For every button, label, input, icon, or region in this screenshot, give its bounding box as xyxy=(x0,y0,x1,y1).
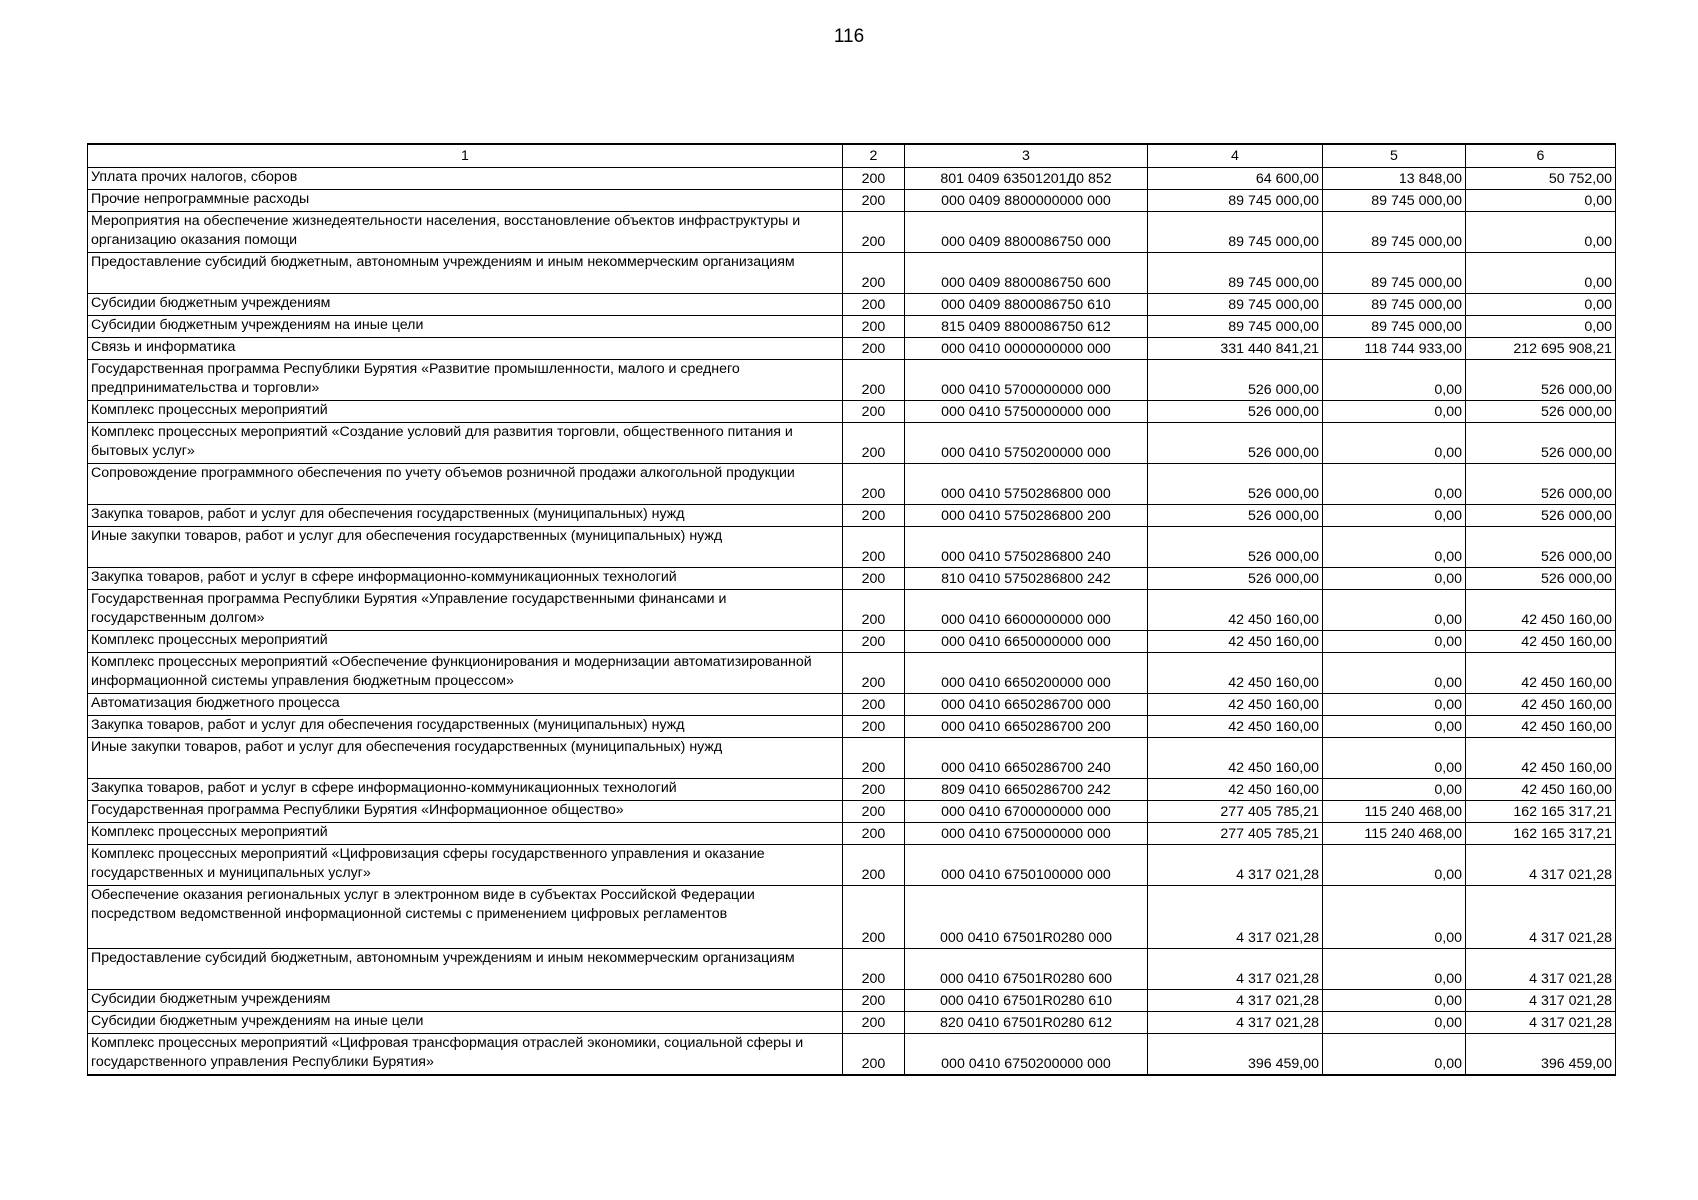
item-value-4: 89 745 000,00 xyxy=(1148,190,1323,212)
item-value-5: 0,00 xyxy=(1323,653,1466,694)
table-row xyxy=(88,505,1616,527)
item-value-4: 526 000,00 xyxy=(1148,401,1323,423)
item-value-5: 0,00 xyxy=(1323,568,1466,590)
item-code: 000 0410 5750286800 240 xyxy=(905,527,1148,568)
item-code: 000 0409 8800086750 000 xyxy=(905,212,1148,253)
item-col2: 200 xyxy=(843,886,905,949)
item-value-6: 4 317 021,28 xyxy=(1466,990,1616,1012)
item-value-4: 4 317 021,28 xyxy=(1148,990,1323,1012)
item-value-5: 0,00 xyxy=(1323,716,1466,738)
item-col2: 200 xyxy=(843,190,905,212)
item-col2: 200 xyxy=(843,360,905,401)
item-value-5: 0,00 xyxy=(1323,464,1466,505)
item-col2: 200 xyxy=(843,845,905,886)
item-value-5: 115 240 468,00 xyxy=(1323,801,1466,823)
item-col2: 200 xyxy=(843,653,905,694)
item-code: 000 0410 5750286800 000 xyxy=(905,464,1148,505)
table-row xyxy=(88,316,1616,338)
table-row xyxy=(88,886,1616,949)
item-name: Субсидии бюджетным учреждениям на иные цели xyxy=(88,1012,843,1034)
item-value-6: 4 317 021,28 xyxy=(1466,886,1616,949)
item-value-6: 4 317 021,28 xyxy=(1466,1012,1616,1034)
table-row xyxy=(88,716,1616,738)
header-col-5: 5 xyxy=(1323,144,1466,168)
item-value-5: 0,00 xyxy=(1323,694,1466,716)
page-number: 116 xyxy=(833,26,865,47)
item-code: 809 0410 6650286700 242 xyxy=(905,779,1148,801)
item-name: Комплекс процессных мероприятий «Обеспечение функционирования и модернизации автоматизированной информационной системы управления бюджетным процессом» xyxy=(88,653,843,694)
item-name: Комплекс процессных мероприятий «Цифровая трансформация отраслей экономики, социальной сферы и государственного управления Республики Бурятия» xyxy=(88,1034,843,1076)
item-value-5: 0,00 xyxy=(1323,1012,1466,1034)
item-value-4: 4 317 021,28 xyxy=(1148,845,1323,886)
item-col2: 200 xyxy=(843,990,905,1012)
item-value-4: 277 405 785,21 xyxy=(1148,801,1323,823)
item-col2: 200 xyxy=(843,294,905,316)
item-value-5: 0,00 xyxy=(1323,1034,1466,1076)
item-col2: 200 xyxy=(843,464,905,505)
item-value-6: 526 000,00 xyxy=(1466,401,1616,423)
item-col2: 200 xyxy=(843,212,905,253)
item-value-5: 89 745 000,00 xyxy=(1323,212,1466,253)
item-value-6: 162 165 317,21 xyxy=(1466,823,1616,845)
item-value-5: 0,00 xyxy=(1323,401,1466,423)
item-value-5: 0,00 xyxy=(1323,631,1466,653)
item-col2: 200 xyxy=(843,738,905,779)
item-value-6: 526 000,00 xyxy=(1466,423,1616,464)
item-value-5: 89 745 000,00 xyxy=(1323,294,1466,316)
item-value-4: 42 450 160,00 xyxy=(1148,653,1323,694)
table-row xyxy=(88,401,1616,423)
item-value-5: 0,00 xyxy=(1323,886,1466,949)
item-value-5: 0,00 xyxy=(1323,527,1466,568)
item-name: Комплекс процессных мероприятий xyxy=(88,401,843,423)
item-value-5: 0,00 xyxy=(1323,779,1466,801)
item-value-5: 0,00 xyxy=(1323,505,1466,527)
item-value-5: 0,00 xyxy=(1323,423,1466,464)
item-code: 000 0410 6750100000 000 xyxy=(905,845,1148,886)
table-row xyxy=(88,590,1616,631)
item-name: Иные закупки товаров, работ и услуг для обеспечения государственных (муниципальных) нужд xyxy=(88,738,843,779)
table-row xyxy=(88,1012,1616,1034)
item-name: Комплекс процессных мероприятий xyxy=(88,823,843,845)
header-col-4: 4 xyxy=(1148,144,1323,168)
table-row xyxy=(88,823,1616,845)
item-col2: 200 xyxy=(843,823,905,845)
item-name: Предоставление субсидий бюджетным, автономным учреждениям и иным некоммерческим организациям xyxy=(88,949,843,990)
item-code: 000 0410 6650200000 000 xyxy=(905,653,1148,694)
item-value-4: 42 450 160,00 xyxy=(1148,779,1323,801)
item-code: 000 0410 0000000000 000 xyxy=(905,338,1148,360)
item-value-4: 526 000,00 xyxy=(1148,423,1323,464)
item-value-4: 89 745 000,00 xyxy=(1148,212,1323,253)
item-value-4: 42 450 160,00 xyxy=(1148,716,1323,738)
item-name: Иные закупки товаров, работ и услуг для обеспечения государственных (муниципальных) нужд xyxy=(88,527,843,568)
table-row xyxy=(88,694,1616,716)
item-value-6: 4 317 021,28 xyxy=(1466,949,1616,990)
item-col2: 200 xyxy=(843,423,905,464)
item-name: Автоматизация бюджетного процесса xyxy=(88,694,843,716)
item-value-6: 42 450 160,00 xyxy=(1466,653,1616,694)
item-code: 000 0410 6600000000 000 xyxy=(905,590,1148,631)
item-value-6: 0,00 xyxy=(1466,253,1616,294)
item-code: 000 0409 8800086750 600 xyxy=(905,253,1148,294)
table-row xyxy=(88,168,1616,190)
table-row xyxy=(88,464,1616,505)
item-value-4: 526 000,00 xyxy=(1148,464,1323,505)
table-row xyxy=(88,845,1616,886)
item-value-4: 526 000,00 xyxy=(1148,360,1323,401)
item-value-5: 0,00 xyxy=(1323,738,1466,779)
item-code: 000 0410 6750200000 000 xyxy=(905,1034,1148,1076)
table-row xyxy=(88,779,1616,801)
item-name: Субсидии бюджетным учреждениям xyxy=(88,990,843,1012)
item-name: Связь и информатика xyxy=(88,338,843,360)
item-code: 000 0410 67501R0280 610 xyxy=(905,990,1148,1012)
item-code: 000 0410 5750286800 200 xyxy=(905,505,1148,527)
item-value-4: 396 459,00 xyxy=(1148,1034,1323,1076)
item-value-6: 42 450 160,00 xyxy=(1466,779,1616,801)
item-name: Комплекс процессных мероприятий «Создание условий для развития торговли, общественного питания и бытовых услуг» xyxy=(88,423,843,464)
item-value-5: 89 745 000,00 xyxy=(1323,253,1466,294)
item-value-6: 42 450 160,00 xyxy=(1466,631,1616,653)
item-value-5: 0,00 xyxy=(1323,949,1466,990)
item-value-6: 42 450 160,00 xyxy=(1466,738,1616,779)
item-name: Субсидии бюджетным учреждениям на иные цели xyxy=(88,316,843,338)
item-value-6: 42 450 160,00 xyxy=(1466,590,1616,631)
item-value-6: 526 000,00 xyxy=(1466,527,1616,568)
item-value-6: 0,00 xyxy=(1466,294,1616,316)
item-value-5: 118 744 933,00 xyxy=(1323,338,1466,360)
item-code: 000 0409 8800086750 610 xyxy=(905,294,1148,316)
item-name: Закупка товаров, работ и услуг в сфере информационно-коммуникационных технологий xyxy=(88,568,843,590)
item-value-5: 115 240 468,00 xyxy=(1323,823,1466,845)
item-code: 000 0410 5750000000 000 xyxy=(905,401,1148,423)
item-code: 000 0410 6650286700 000 xyxy=(905,694,1148,716)
header-col-3: 3 xyxy=(905,144,1148,168)
item-value-6: 4 317 021,28 xyxy=(1466,845,1616,886)
item-value-6: 526 000,00 xyxy=(1466,360,1616,401)
table-row xyxy=(88,568,1616,590)
item-value-5: 89 745 000,00 xyxy=(1323,316,1466,338)
item-value-6: 162 165 317,21 xyxy=(1466,801,1616,823)
table-row xyxy=(88,338,1616,360)
item-value-4: 89 745 000,00 xyxy=(1148,294,1323,316)
item-col2: 200 xyxy=(843,527,905,568)
item-code: 000 0409 8800000000 000 xyxy=(905,190,1148,212)
item-name: Закупка товаров, работ и услуг для обеспечения государственных (муниципальных) нужд xyxy=(88,716,843,738)
item-value-4: 89 745 000,00 xyxy=(1148,253,1323,294)
table-row xyxy=(88,949,1616,990)
table-body xyxy=(88,168,1616,1076)
table-row xyxy=(88,990,1616,1012)
item-col2: 200 xyxy=(843,505,905,527)
item-value-4: 42 450 160,00 xyxy=(1148,738,1323,779)
item-col2: 200 xyxy=(843,779,905,801)
table-row xyxy=(88,212,1616,253)
item-value-4: 331 440 841,21 xyxy=(1148,338,1323,360)
item-name: Закупка товаров, работ и услуг в сфере информационно-коммуникационных технологий xyxy=(88,779,843,801)
item-col2: 200 xyxy=(843,253,905,294)
item-name: Мероприятия на обеспечение жизнедеятельности населения, восстановление объектов инфраструктуры и организацию оказания помощи xyxy=(88,212,843,253)
item-value-4: 526 000,00 xyxy=(1148,527,1323,568)
item-value-6: 526 000,00 xyxy=(1466,505,1616,527)
item-value-6: 212 695 908,21 xyxy=(1466,338,1616,360)
item-value-4: 64 600,00 xyxy=(1148,168,1323,190)
header-row xyxy=(88,144,1616,168)
item-name: Предоставление субсидий бюджетным, автономным учреждениям и иным некоммерческим организациям xyxy=(88,253,843,294)
item-code: 815 0409 8800086750 612 xyxy=(905,316,1148,338)
item-value-4: 89 745 000,00 xyxy=(1148,316,1323,338)
item-value-4: 42 450 160,00 xyxy=(1148,694,1323,716)
item-name: Государственная программа Республики Бурятия «Информационное общество» xyxy=(88,801,843,823)
header-col-6: 6 xyxy=(1466,144,1616,168)
item-code: 000 0410 67501R0280 600 xyxy=(905,949,1148,990)
budget-table xyxy=(87,143,1616,1076)
item-col2: 200 xyxy=(843,631,905,653)
item-col2: 200 xyxy=(843,716,905,738)
item-value-4: 4 317 021,28 xyxy=(1148,949,1323,990)
item-code: 000 0410 6750000000 000 xyxy=(905,823,1148,845)
item-code: 000 0410 6650000000 000 xyxy=(905,631,1148,653)
item-name: Комплекс процессных мероприятий xyxy=(88,631,843,653)
item-name: Прочие непрограммные расходы xyxy=(88,190,843,212)
header-col-2: 2 xyxy=(843,144,905,168)
table-row xyxy=(88,190,1616,212)
item-col2: 200 xyxy=(843,1012,905,1034)
item-value-6: 0,00 xyxy=(1466,190,1616,212)
table-row xyxy=(88,801,1616,823)
item-col2: 200 xyxy=(843,168,905,190)
item-col2: 200 xyxy=(843,568,905,590)
item-code: 000 0410 5700000000 000 xyxy=(905,360,1148,401)
item-col2: 200 xyxy=(843,949,905,990)
item-value-4: 277 405 785,21 xyxy=(1148,823,1323,845)
item-name: Субсидии бюджетным учреждениям xyxy=(88,294,843,316)
item-value-4: 4 317 021,28 xyxy=(1148,886,1323,949)
item-value-5: 13 848,00 xyxy=(1323,168,1466,190)
item-col2: 200 xyxy=(843,801,905,823)
item-col2: 200 xyxy=(843,590,905,631)
item-value-6: 0,00 xyxy=(1466,316,1616,338)
item-name: Уплата прочих налогов, сборов xyxy=(88,168,843,190)
item-value-4: 42 450 160,00 xyxy=(1148,590,1323,631)
item-code: 810 0410 5750286800 242 xyxy=(905,568,1148,590)
item-value-5: 0,00 xyxy=(1323,845,1466,886)
item-name: Обеспечение оказания региональных услуг в электронном виде в субъектах Российской Федерации посредством ведомственной информационной системы с применением цифровых регламентов xyxy=(88,886,843,949)
item-col2: 200 xyxy=(843,316,905,338)
item-name: Государственная программа Республики Бурятия «Управление государственными финансами и государственным долгом» xyxy=(88,590,843,631)
item-col2: 200 xyxy=(843,401,905,423)
item-code: 801 0409 63501201Д0 852 xyxy=(905,168,1148,190)
table-row xyxy=(88,294,1616,316)
item-value-5: 89 745 000,00 xyxy=(1323,190,1466,212)
item-value-6: 42 450 160,00 xyxy=(1466,694,1616,716)
item-code: 000 0410 6650286700 240 xyxy=(905,738,1148,779)
item-code: 000 0410 6650286700 200 xyxy=(905,716,1148,738)
item-value-6: 396 459,00 xyxy=(1466,1034,1616,1076)
table-row xyxy=(88,1034,1616,1076)
item-value-6: 50 752,00 xyxy=(1466,168,1616,190)
header-col-1: 1 xyxy=(88,144,843,168)
item-value-6: 526 000,00 xyxy=(1466,568,1616,590)
table-row xyxy=(88,360,1616,401)
item-col2: 200 xyxy=(843,1034,905,1076)
item-value-6: 0,00 xyxy=(1466,212,1616,253)
item-value-5: 0,00 xyxy=(1323,990,1466,1012)
item-value-4: 42 450 160,00 xyxy=(1148,631,1323,653)
table-row xyxy=(88,738,1616,779)
item-code: 000 0410 67501R0280 000 xyxy=(905,886,1148,949)
item-col2: 200 xyxy=(843,338,905,360)
item-code: 000 0410 5750200000 000 xyxy=(905,423,1148,464)
item-name: Закупка товаров, работ и услуг для обеспечения государственных (муниципальных) нужд xyxy=(88,505,843,527)
table-row xyxy=(88,527,1616,568)
item-value-4: 526 000,00 xyxy=(1148,505,1323,527)
item-value-5: 0,00 xyxy=(1323,590,1466,631)
item-value-6: 42 450 160,00 xyxy=(1466,716,1616,738)
item-name: Комплекс процессных мероприятий «Цифровизация сферы государственного управления и оказание государственных и муниципальных услуг» xyxy=(88,845,843,886)
table-row xyxy=(88,631,1616,653)
item-value-6: 526 000,00 xyxy=(1466,464,1616,505)
item-value-5: 0,00 xyxy=(1323,360,1466,401)
item-value-4: 4 317 021,28 xyxy=(1148,1012,1323,1034)
item-code: 820 0410 67501R0280 612 xyxy=(905,1012,1148,1034)
item-name: Государственная программа Республики Бурятия «Развитие промышленности, малого и среднего предпринимательства и торговли» xyxy=(88,360,843,401)
table-row xyxy=(88,253,1616,294)
table-row xyxy=(88,653,1616,694)
item-code: 000 0410 6700000000 000 xyxy=(905,801,1148,823)
item-value-4: 526 000,00 xyxy=(1148,568,1323,590)
item-col2: 200 xyxy=(843,694,905,716)
table-row xyxy=(88,423,1616,464)
item-name: Сопровождение программного обеспечения по учету объемов розничной продажи алкогольной продукции xyxy=(88,464,843,505)
